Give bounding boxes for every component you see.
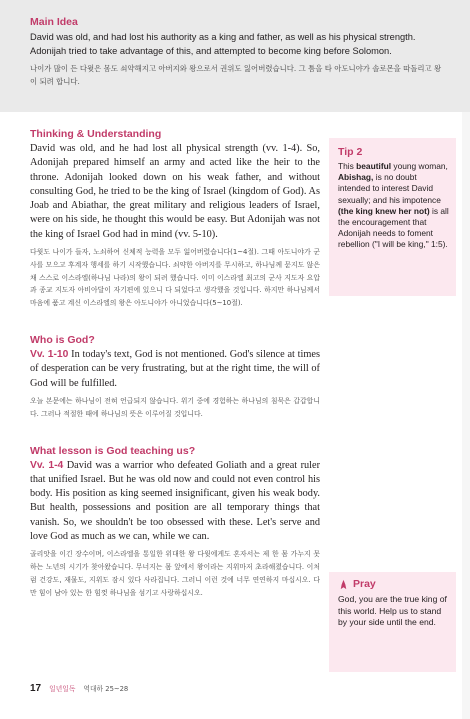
thinking-section [30,128,320,310]
main-content [30,128,320,600]
tip-box [329,138,456,296]
who-body: In today's text, God is not mentioned. God's silence at times of desperation can be very frustrating, but at the right time, the will of God will be fulfilled. [30,349,320,389]
page-number: 17 [30,683,42,694]
lesson-text-ko: 골리앗을 이긴 장수이며, 이스라엘을 통일한 위대한 왕 다윗에게도 혼자서는 제 한 몸 가누지 못하는 노년의 시기가 찾아왔습니다. 무너지는 몸 앞에서 왕이라는 지위마저 초라해졌습니다. 이처럼 건강도, 재물도, 지위도 잠시 있다 사라집니다. 그러니 이런 것에 너무 연연하지 마십시오. 다만 힘이 남아 있는 한 힘껏 하나님을 섬기고 사랑하십시오. [30,550,320,597]
pray-box [329,572,456,672]
who-verse: Vv. 1-10 [30,349,69,361]
tip-text-part: This [338,161,357,171]
lesson-title: What lesson is God teaching us? [30,444,196,457]
who-text-ko: 오늘 본문에는 하나님이 전혀 언급되지 않습니다. 위기 중에 경험하는 하나님의 침묵은 갑갑합니다. 그러나 적절한 때에 하나님의 뜻은 이루어질 것입니다. [30,396,320,418]
pray-text: God, you are the true king of this world. Help us to stand by your side until the end. [338,594,447,627]
praying-hands-icon [338,579,349,590]
tip-text [338,161,449,251]
lesson-verse: Vv. 1-4 [30,459,64,471]
thinking-title: Thinking & Understanding [30,128,162,140]
who-section [30,334,320,420]
lesson-section [30,445,320,600]
main-idea-box [0,0,470,112]
main-idea-text-ko: 나이가 많이 든 다윗은 몸도 쇠약해지고 아버지와 왕으로서 권위도 잃어버렸습니다. 그 틈을 타 아도니야가 솔로몬을 따돌리고 왕이 되려 합니다. [30,64,442,86]
lesson-body: David was a warrior who defeated Goliath and a great ruler that unified Israel. But he was old now and could not even control his body. His position as king seemed insignificant, given his weak body. But health, possessions and position are all temporary things that vanish. So, we shouldn't be too obsessed with these. Let's serve and love God as much as we can, while we can. [30,459,321,543]
pray-label: Pray [353,578,376,590]
lesson-text-en [30,459,320,545]
reading-reference: 역대하 25~28 [83,685,129,693]
main-idea-label: Main Idea [30,16,78,28]
reading-plan-label: 일년일독 [49,685,76,693]
page-footer [30,683,128,694]
tip-bold-part: Abishag, [338,172,374,183]
pray-header [338,578,449,590]
thinking-text-ko: 다윗도 나이가 들자, 노쇠하여 신체적 능력을 모두 잃어버렸습니다(1~4절). 그때 아도니야가 군사를 모으고 후계자 행세를 하기 시작했습니다. 쇠약한 아버지를 무시하고, 하나님께 묻지도 않은 채 스스로 이스라엘(하나님 나라)의 왕이 되려 했습니다. 이미 이스라엘 최고의 군사 지도자 요압과 종교 지도자 아비아달이 자기편에 있으니 다 되었다고 생각했을 것입니다. 하지만 하나님께서 마음에 품고 계신 이스라엘의 왕은 아도니야가 아니었습니다(5~10절). [30,248,320,308]
thinking-text-en: David was old, and he had lost all physical strength (vv. 1-4). So, Adonijah prepared himself an army and acted like the heir to the throne. Adonijah looked down on his weak father, and without consulting God, he tried to be the king of Israel (kingdom of God). As Joab and Abiathar, the great military and religious leaders of Israel, were on his side, he thought this would be easy. But Adonijah was not the king of Israel God had in mind (vv. 5-10). [30,143,320,240]
tip-label: Tip 2 [338,146,363,158]
who-text-en [30,348,320,391]
who-title: Who is God? [30,334,95,347]
tip-text-part: is all the encouragement that Adonijah needs to foment rebellion ("I will be king," 1:5). [338,205,449,250]
main-idea-text-en: David was old, and had lost his authority as a king and father, as well as his physical strength. Adonijah tried to take advantage of this, and attempted to become king before Solomon. [30,32,416,56]
tip-text-part: young woman, [391,161,448,171]
tip-bold-part: beautiful [356,161,392,171]
tip-text-part: is no doubt intended to interest David sexually; and his impotence [338,172,441,205]
tip-bold-part: (the king knew her not) [338,205,430,216]
